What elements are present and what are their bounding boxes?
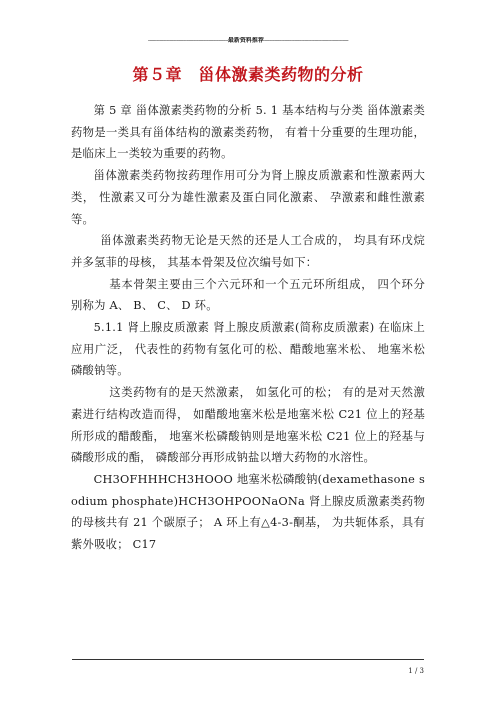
paragraph-7: CH3OFHHHCH3HOOO 地塞米松磷酸钠(dexamethasone sodium phosphate)HCH3OHPOONaONa 肾上腺皮质激素类药物的母核共有 21 个碳原子； A 环上有△4-3-酮基， 为共轭体系，具有紫外吸收； C17 [71,472,425,552]
paragraph-4: 基本骨架主要由三个六元环和一个五元环所组成， 四个环分别称为 A、 B、 C、 D 环。 [71,277,425,313]
chapter-title: 第５章 甾体激素类药物的分析 [132,65,364,84]
footer-rule [72,659,424,660]
header-label: 最新资料推荐 [227,37,264,44]
paragraph-2: 甾体激素类药物按药理作用可分为肾上腺皮质激素和性激素两大类， 性激素又可分为雄性激素及蛋白同化激素、 孕激素和雌性激素等。 [71,169,425,226]
page-header [72,37,424,45]
paragraph-3: 甾体激素类药物无论是天然的还是人工合成的， 均具有环戊烷并多氢菲的母核， 其基本骨架及位次编号如下： [71,234,425,269]
page-number: 1 / 3 [408,667,424,675]
document-body [71,100,425,556]
paragraph-5: 5.1.1 肾上腺皮质激素 肾上腺皮质激素(简称皮质激素) 在临床上应用广泛， 代表性的药物有氢化可的松、醋酸地塞米松、 地塞米松磷酸钠等。 [71,321,425,378]
paragraph-1: 第 5 章 甾体激素类药物的分析 5. 1 基本结构与分类 甾体激素类药物是一类具有甾体结构的激素类药物， 有着十分重要的生理功能， 是临床上一类较为重要的药物。 [71,104,425,161]
header-rule-right: ----------------------------------------------------------- [263,37,349,44]
paragraph-6: 这类药物有的是天然激素， 如氢化可的松； 有的是对天然激素进行结构改造而得， 如醋酸地塞米松是地塞米松 C21 位上的羟基所形成的醋酸酯， 地塞米松磷酸钠则是地塞米松 C21 位上的羟基与磷酸形成的酯， 磷酸部分再形成钠盐以增大药物的水溶性。 [71,386,425,465]
header-rule-left: -------------------------------------------------------- [147,37,228,44]
